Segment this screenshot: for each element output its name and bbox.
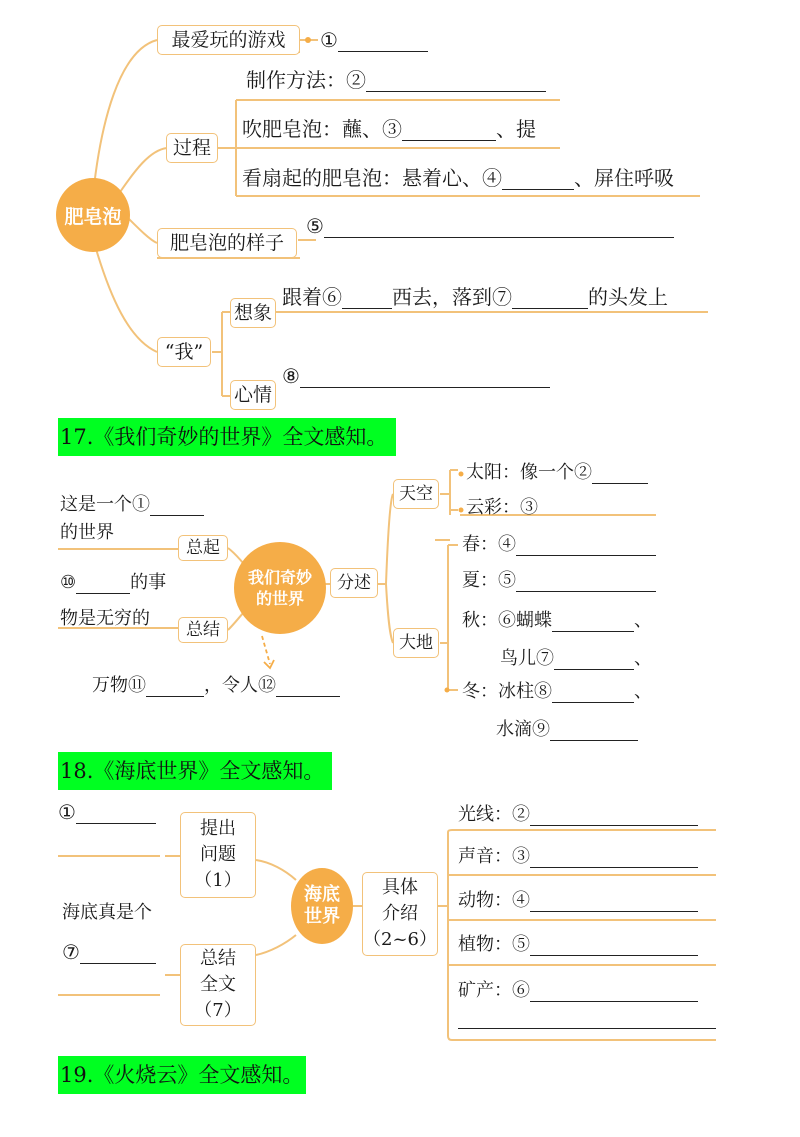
- box-sky: 天空: [393, 479, 439, 509]
- box-detail: 分述: [330, 568, 378, 598]
- light-text: 光线：②: [458, 804, 698, 826]
- summary-text-b: 物是无穷的: [60, 608, 150, 629]
- spring-text: 春：④: [462, 534, 656, 556]
- sun-text: 太阳：像一个②: [466, 462, 648, 484]
- summary-text-a: ⑩ 的事: [60, 572, 167, 593]
- center-sea-world: 海底世界: [291, 868, 353, 944]
- bubble-look-answer: ⑤: [306, 214, 674, 238]
- box-summary: 总结: [178, 617, 228, 643]
- banner-19: 19.《火烧云》全文感知。: [58, 1056, 306, 1094]
- box-question: 提出 问题 （1）: [180, 812, 256, 898]
- imagine-text: 跟着⑥ 西去，落到⑦ 的头发上: [282, 285, 668, 309]
- banner-17: 17.《我们奇妙的世界》全文感知。: [58, 418, 396, 456]
- box-process: 过程: [166, 133, 218, 163]
- fav-game-answer: ①: [320, 28, 428, 52]
- process-blow: 吹肥皂泡：蘸、③ 、提: [242, 117, 536, 141]
- process-method: 制作方法：②: [246, 68, 546, 92]
- bird-text: 鸟儿⑦ 、: [500, 648, 652, 669]
- mineral-extra-line: [458, 1028, 716, 1029]
- sound-text: 声音：③: [458, 846, 698, 868]
- winter-text: 冬：冰柱⑧ 、: [462, 681, 652, 702]
- autumn-text: 秋：⑥蝴蝶 、: [462, 610, 652, 631]
- box-me: “我”: [157, 337, 211, 367]
- process-watch: 看扇起的肥皂泡：悬着心、④ 、屏住呼吸: [242, 166, 674, 190]
- mood-answer: ⑧: [282, 364, 550, 388]
- box-intro: 总起: [178, 535, 228, 561]
- mineral-text: 矿产：⑥: [458, 980, 698, 1002]
- intro-text-a: 这是一个①: [60, 494, 204, 516]
- banner-18: 18.《海底世界》全文感知。: [58, 752, 332, 790]
- box-detail-intro: 具体 介绍 （2~6）: [362, 872, 438, 956]
- drop-text: 水滴⑨: [496, 719, 638, 741]
- cloud-text: 云彩：③: [466, 497, 538, 518]
- box-imagine: 想象: [230, 298, 276, 328]
- bottom-text: 万物⑪ ，令人⑫: [92, 675, 340, 697]
- box-summary-full: 总结 全文 （7）: [180, 944, 256, 1026]
- plant-text: 植物：⑤: [458, 934, 698, 956]
- question-answer: ①: [58, 800, 156, 824]
- animal-text: 动物：④: [458, 890, 698, 912]
- intro-text-b: 的世界: [60, 522, 114, 543]
- box-earth: 大地: [393, 628, 439, 658]
- summer-text: 夏：⑤: [462, 570, 656, 592]
- end-text: 海底真是个: [62, 902, 152, 923]
- box-fav-game: 最爱玩的游戏: [157, 25, 300, 55]
- box-bubble-look: 肥皂泡的样子: [157, 228, 297, 258]
- box-mood: 心情: [230, 380, 276, 410]
- center-soap-bubble: 肥皂泡: [56, 178, 130, 252]
- center-wonderful-world: 我们奇妙的世界: [234, 542, 326, 634]
- end-answer: ⑦: [62, 940, 156, 964]
